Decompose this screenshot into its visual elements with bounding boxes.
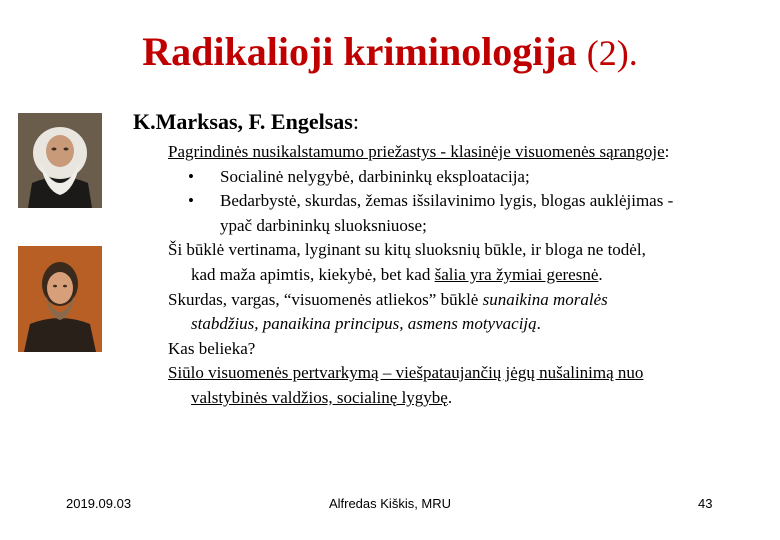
slide-title [0, 28, 780, 77]
footer-page-number: 43 [698, 496, 713, 511]
p3-text: Skurdas, vargas, “visuomenės atliekos” būklė [168, 289, 483, 309]
slide-subtitle [133, 108, 359, 136]
engels-portrait [18, 246, 102, 352]
marx-portrait [18, 113, 102, 208]
bullet-text: Socialinė nelygybė, darbininkų eksploatacija; [220, 166, 530, 186]
body-paragraph-3 [168, 288, 768, 313]
body-paragraph-4: Kas belieka? [168, 338, 256, 358]
bullet-icon: • [188, 166, 194, 186]
body-paragraph-2-cont [168, 263, 768, 288]
p2-underlined: šalia yra žymiai geresnė [434, 264, 599, 284]
intro-text: Pagrindinės nusikalstamumo priežastys - klasinėje visuomenės sąrangoje [168, 142, 665, 161]
p3-italic: sunaikina moralės [482, 289, 608, 309]
slide-title-text: Radikalioji kriminologija [142, 29, 577, 74]
body-paragraph-5-cont [168, 386, 768, 411]
intro-colon: : [664, 142, 670, 161]
p3-italic-cont: stabdžius, panaikina principus, asmens motyvaciją [191, 314, 537, 334]
bullet-text: Bedarbystė, skurdas, žemas išsilavinimo lygis, blogas auklėjimas - [220, 191, 674, 211]
bullet-item-2 [168, 189, 768, 214]
body-intro [168, 140, 768, 165]
bullet-item-1 [168, 165, 768, 190]
footer-date: 2019.09.03 [66, 496, 132, 511]
body-paragraph-2: Ši būklė vertinama, lyginant su kitų sluoksnių būkle, ir bloga ne todėl, [168, 240, 646, 260]
slide-body [168, 140, 768, 411]
p5-underlined: valstybinės valdžios, socialinę lygybę [191, 387, 448, 407]
p5-end: . [447, 387, 453, 407]
footer-author: Alfredas Kiškis, MRU [328, 496, 452, 511]
slide-title-suffix: (2). [586, 33, 638, 73]
subtitle-authors: K.Marksas, F. Engelsas [133, 109, 353, 134]
bullet-item-2-cont: ypač darbininkų sluoksniuose; [220, 215, 427, 235]
p3-end: . [536, 314, 541, 334]
bullet-icon: • [188, 191, 194, 211]
body-paragraph-5: Siūlo visuomenės pertvarkymą – viešpataujančių jėgų nušalinimą nuo [168, 363, 644, 383]
p2-text: kad maža apimtis, kiekybė, bet kad [191, 264, 435, 284]
body-paragraph-3-cont [168, 312, 768, 337]
subtitle-colon: : [352, 109, 359, 134]
p2-end: . [598, 264, 603, 284]
